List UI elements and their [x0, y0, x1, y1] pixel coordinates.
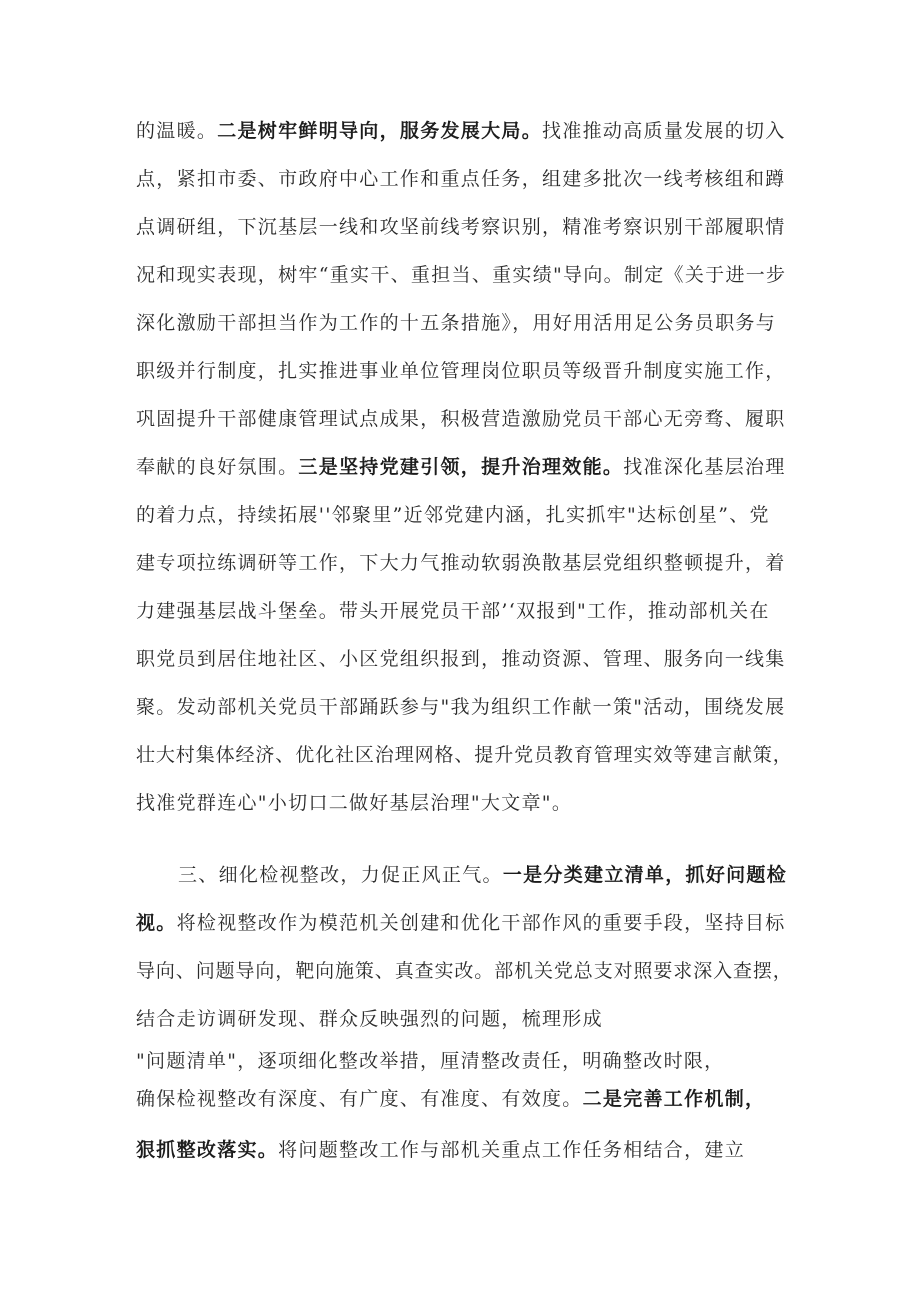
text-run: 职党员到居住地社区、小区党组织报到，推动资源、管理、服务向一线集 [136, 648, 786, 670]
text-run: 将问题整改工作与部机关重点工作任务相结合，建立 [278, 1139, 746, 1161]
text-run: 力建强基层战斗堡垒。带头开展党员干部’‘双报到"工作，推动部机关在 [136, 600, 770, 622]
text-run: 确保检视整改有深度、有广度、有准度、有效度。 [136, 1088, 583, 1110]
text-run: 职级并行制度，扎实推进事业单位管理岗位职员等级晋升制度实施工作， [136, 360, 786, 382]
text-line [136, 503, 770, 527]
text-run: 壮大村集体经济、优化社区治理网格、提升党员教育管理实效等建言献策， [136, 744, 793, 766]
text-run: 结合走访调研发现、群众反映强烈的问题，梳理形成 [136, 1008, 603, 1030]
bold-phrase: 二是完善工作机制， [582, 1088, 766, 1110]
bold-phrase: 二是树牢鲜明导向，服务发展大局。 [217, 120, 543, 142]
text-run: 建专项拉练调研等工作，下大力气推动软弱涣散基层党组织整顿提升，着 [136, 552, 786, 574]
text-line [136, 119, 786, 143]
text-line [136, 911, 786, 935]
text-run: 点调研组，下沉基层一线和攻坚前线考察识别，精准考察识别干部履职情 [136, 216, 786, 238]
text-run: 况和现实表现，树牢“重实干、重担当、重实绩"导向。制定《关于进一步 [136, 264, 787, 286]
text-run: 的着力点，持续拓展''邻聚里”近邻党建内涵，扎实抓牢"达标创星”、党 [136, 504, 770, 526]
text-run: 导向、问题导向，靶向施策、真查实改。部机关党总支对照要求深入查摆， [136, 960, 793, 982]
text-run: 奉献的良好氛围。 [136, 456, 299, 478]
text-run: 巩固提升干部健康管理试点成果，积极营造激励党员干部心无旁骛、履职 [136, 408, 786, 430]
text-run: 将检视整改作为模范机关创建和优化干部作风的重要手段，坚持目标 [176, 912, 786, 934]
text-line [178, 863, 787, 887]
text-line [136, 1087, 765, 1111]
text-line [136, 599, 770, 623]
text-run: 找准推动高质量发展的切入 [542, 120, 786, 142]
text-line [136, 359, 786, 383]
bold-phrase: 视。 [136, 912, 177, 934]
text-run: 三、细化检视整改，力促正风正气。 [178, 864, 503, 886]
text-run: 聚。发动部机关党员干部踊跃参与"我为组织工作献一策"活动，围绕发展 [136, 696, 786, 718]
text-line [136, 647, 786, 671]
text-line [136, 167, 786, 191]
text-run: 深化激励干部担当作为工作的十五条措施》，用好用活用足公务员职务与 [136, 312, 777, 334]
bold-phrase: 狠抓整改落实。 [136, 1139, 279, 1161]
text-line [136, 695, 785, 719]
text-run: "问题清单"，逐项细化整改举措，厘清整改责任，明确整改时限， [136, 1050, 725, 1072]
bold-phrase: 三是坚持党建引领，提升治理效能。 [298, 456, 624, 478]
text-line [136, 215, 786, 239]
text-line [136, 1138, 745, 1162]
text-line [136, 311, 776, 335]
text-run: 找准深化基层治理 [623, 456, 786, 478]
text-line [136, 263, 786, 287]
bold-phrase: 一是分类建立清单，抓好问题检 [502, 864, 788, 886]
text-line [136, 1007, 603, 1031]
text-run: 点，紧扣市委、市政府中心工作和重点任务，组建多批次一线考核组和蹲 [136, 168, 786, 190]
text-line [136, 455, 786, 479]
text-line [136, 1049, 724, 1073]
text-run: 找准党群连心"小切口二做好基层治理"大文章"。 [136, 792, 573, 814]
text-run: 的温暖。 [136, 120, 218, 142]
text-line [136, 407, 786, 431]
text-line [136, 743, 793, 767]
text-line [136, 791, 572, 815]
text-line [136, 551, 786, 575]
text-line [136, 959, 793, 983]
